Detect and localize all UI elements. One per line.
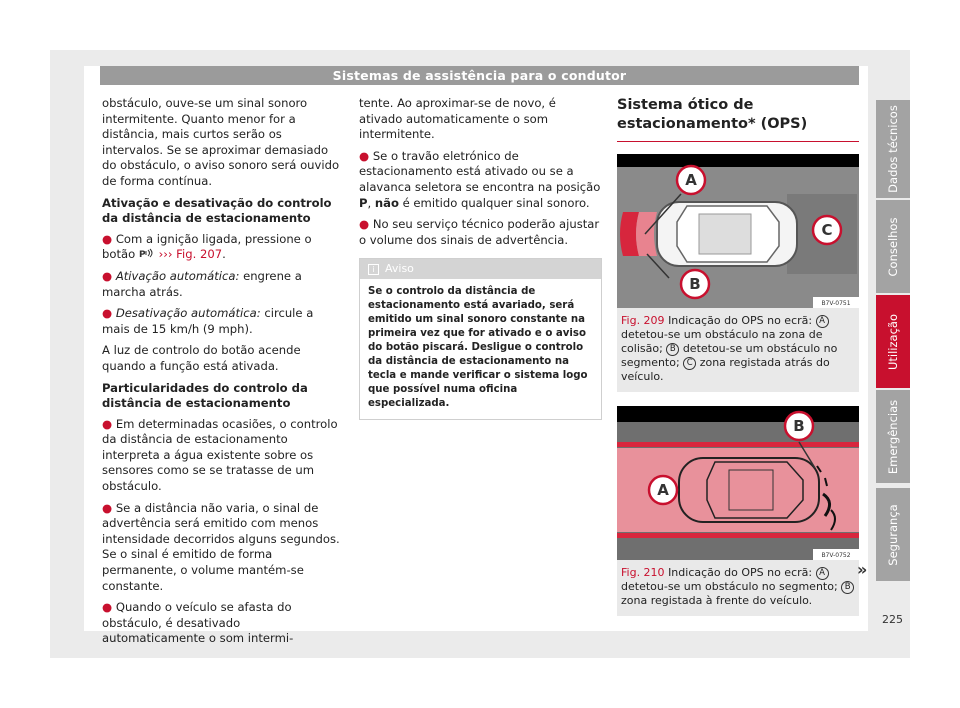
ops-front-illustration xyxy=(617,406,859,560)
page-header: Sistemas de assistência para o condutor xyxy=(100,66,859,85)
tab-emergencias[interactable]: Emergências xyxy=(876,390,910,483)
figure-210-caption: Fig. 210 Indicação do OPS no ecrã: A detetou-se um obstáculo no segmento; B zona registada à frente do veículo. xyxy=(617,560,859,616)
bullet-item: ● Se o travão eletrónico de estacionamento está ativado ou se a alavanca seletora se encontra na posição P, não é emitido qualquer sinal sonoro. xyxy=(359,148,601,210)
svg-text:P: P xyxy=(138,250,146,259)
bullet-item: ● No seu serviço técnico poderão ajustar o volume dos sinais de advertência. xyxy=(359,217,600,247)
label-a: A xyxy=(685,171,697,189)
tab-utilizacao[interactable]: Utilização xyxy=(876,295,910,388)
bullet-item: ● Quando o veículo se afasta do obstáculo, é desativado automaticamente o som intermi- xyxy=(102,600,294,646)
bullet-item: ● Em determinadas ocasiões, o controlo da distância de estacionamento interpreta a água existente sobre os sensores como se se tratasse de um obstáculo. xyxy=(102,416,338,494)
callout-b: B xyxy=(841,581,854,594)
bullet-dot-icon: ● xyxy=(359,217,370,232)
info-icon: i xyxy=(368,264,379,275)
figure-209 xyxy=(617,154,859,392)
column-3 xyxy=(617,96,859,616)
tab-conselhos[interactable]: Conselhos xyxy=(876,200,910,293)
bullet-dot-icon: ● xyxy=(102,600,113,615)
figure-209-caption: Fig. 209 Indicação do OPS no ecrã: A detetou-se um obstáculo na zona de colisão; B detetou-se um obstáculo no segmento; C zona registada atrás do veículo. xyxy=(621,314,838,383)
notice-body: Se o controlo da distância de estacionamento está avariado, será emitido um sinal sonoro constante na primeira vez que for ativado e o aviso do botão piscará. Desligue o controlo da distância de estacionamento na tecla e mande verificar o sistema logo que possível numa oficina especializada. xyxy=(360,279,601,419)
ops-rear-illustration xyxy=(617,154,859,308)
label-b: B xyxy=(689,275,701,293)
continue-icon: » xyxy=(857,560,868,579)
figure-210 xyxy=(617,406,859,616)
tab-dados-tecnicos[interactable]: Dados técnicos xyxy=(876,100,910,198)
tab-seguranca[interactable]: Segurança xyxy=(876,488,910,581)
label-a: A xyxy=(657,481,669,499)
bullet-dot-icon: ● xyxy=(102,231,113,246)
paragraph: tente. Ao aproximar-se de novo, é ativado automaticamente o som intermitente. xyxy=(359,96,556,142)
figure-reference-link[interactable]: ››› Fig. 207 xyxy=(158,247,223,262)
bullet-item: ● Se a distância não varia, o sinal de advertência será emitido com menos intensidade decorridos alguns segundos. Se o sinal é emitido de forma permanente, o volume mantém-se constante. xyxy=(102,500,340,593)
callout-a: A xyxy=(816,315,829,328)
bullet-dot-icon: ● xyxy=(102,500,113,515)
bullet-item: ● Ativação automática: engrene a marcha atrás. xyxy=(102,268,302,299)
page-number: 225 xyxy=(882,613,903,626)
section-title: Sistema ótico de estacionamento* (OPS) xyxy=(617,96,859,142)
intro-paragraph: obstáculo, ouve-se um sinal sonoro intermitente. Quanto menor for a distância, mais curtos serão os intervalos. Se se aproximar demasiado do obstáculo, o aviso sonoro será ouvido de forma contínua. xyxy=(102,96,340,188)
bullet-dot-icon: ● xyxy=(359,148,370,163)
label-b: B xyxy=(793,417,805,435)
bullet-dot-icon: ● xyxy=(102,416,113,431)
notice-header: i Aviso xyxy=(360,259,601,279)
callout-b: B xyxy=(666,343,679,356)
bullet-item: ● Com a ignição ligada, pressione o botão P ››› Fig. 207. xyxy=(102,231,312,262)
figure-code: B7V-0752 xyxy=(821,552,851,559)
heading-activation: Ativação e desativação do controlo da distância de estacionamento xyxy=(102,195,332,226)
column-2 xyxy=(359,96,602,420)
label-c: C xyxy=(821,221,833,239)
park-assist-button-icon xyxy=(139,247,155,263)
bullet-dot-icon: ● xyxy=(102,306,113,321)
bullet-item: ● Desativação automática: circule a mais de 15 km/h (9 mph). xyxy=(102,306,314,336)
callout-c: C xyxy=(683,357,696,370)
paragraph: A luz de controlo do botão acende quando a função está ativada. xyxy=(102,343,301,373)
notice-box xyxy=(359,258,602,420)
bullet-dot-icon: ● xyxy=(102,268,113,283)
figure-code: B7V-0751 xyxy=(821,300,851,307)
heading-particularities: Particularidades do controlo da distância de estacionamento xyxy=(102,380,308,411)
column-1 xyxy=(102,96,342,653)
callout-a: A xyxy=(816,567,829,580)
